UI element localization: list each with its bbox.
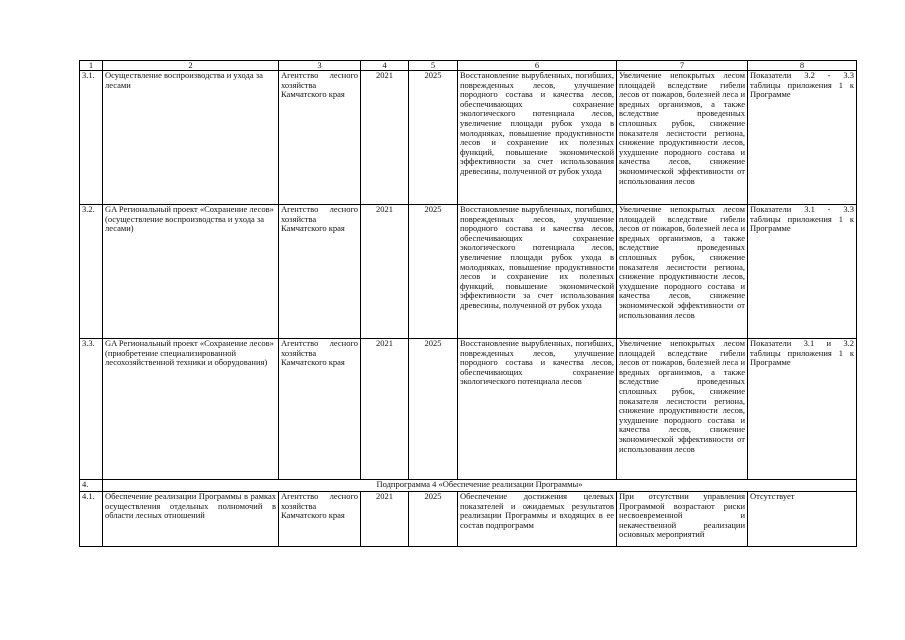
row-number: 3.1. [80,71,103,205]
row-number: 4.1. [80,492,103,547]
table-row [80,492,857,547]
header-cell: 6 [458,61,617,71]
measure-name: Осуществление воспроизводства и ухода за лесами [103,71,279,205]
start-year: 2021 [361,205,409,339]
header-cell: 3 [279,61,361,71]
row-number: 4. [80,480,103,492]
start-year: 2021 [361,71,409,205]
non-implementation-consequences: Увеличение непокрытых лесом площадей вследствие гибели лесов от пожаров, болезней леса и вредных организмов, а также вследствие проведенных сплошных рубок, снижение показателя лесистости региона, снижение продуктивности лесов, ухудшение породного состава и качества лесов, снижение экономической эффективности от использования лесов [617,71,748,205]
end-year: 2025 [409,492,458,547]
header-cell: 4 [361,61,409,71]
start-year: 2021 [361,339,409,480]
header-cell: 1 [80,61,103,71]
indicator-link: Показатели 3.1 и 3.2 таблицы приложения 1 к Программе [748,339,857,480]
expected-result: Восстановление вырубленных, погибших, поврежденных лесов, улучшение породного состава и качества лесов, обеспечивающих сохранение экологического потенциала лесов, увеличение площади рубок ухода в молодняках, повышение продуктивности лесов и сохранение их полезных функций, повышение экономической эффективности за счет использования древесины, полученной от рубок ухода [458,205,617,339]
header-row [80,61,857,71]
responsible-executor: Агентство лесного хозяйства Камчатского края [279,71,361,205]
expected-result: Обеспечение достижения целевых показателей и ожидаемых результатов реализации Программы и входящих в ее состав подпрограмм [458,492,617,547]
indicator-link: Отсутствует [748,492,857,547]
measure-name: GA Региональный проект «Сохранение лесов» (приобретение специализированной лесохозяйственной техники и оборудования) [103,339,279,480]
measure-name: GA Региональный проект «Сохранение лесов» (осуществление воспроизводства и ухода за лесами) [103,205,279,339]
non-implementation-consequences: При отсутствии управления Программой возрастают риски несвоевременной и некачественной реализации основных мероприятий [617,492,748,547]
header-cell: 2 [103,61,279,71]
subprogram-row [80,480,857,492]
row-number: 3.3. [80,339,103,480]
table-row [80,205,857,339]
indicator-link: Показатели 3.2 - 3.3 таблицы приложения 1 к Программе [748,71,857,205]
subprogram-title: Подпрограмма 4 «Обеспечение реализации Программы» [103,480,857,492]
table-row [80,71,857,205]
responsible-executor: Агентство лесного хозяйства Камчатского края [279,205,361,339]
end-year: 2025 [409,205,458,339]
header-cell: 5 [409,61,458,71]
header-cell: 8 [748,61,857,71]
program-measures-table [79,60,857,547]
expected-result: Восстановление вырубленных, погибших, поврежденных лесов, улучшение породного состава и качества лесов, обеспечивающих сохранение экологического потенциала лесов [458,339,617,480]
end-year: 2025 [409,71,458,205]
row-number: 3.2. [80,205,103,339]
non-implementation-consequences: Увеличение непокрытых лесом площадей вследствие гибели лесов от пожаров, болезней леса и вредных организмов, а также вследствие проведенных сплошных рубок, снижение показателя лесистости региона, снижение продуктивности лесов, ухудшение породного состава и качества лесов, снижение экономической эффективности от использования лесов [617,205,748,339]
end-year: 2025 [409,339,458,480]
non-implementation-consequences: Увеличение непокрытых лесом площадей вследствие гибели лесов от пожаров, болезней леса и вредных организмов, а также вследствие проведенных сплошных рубок, снижение показателя лесистости региона, снижение продуктивности лесов, ухудшение породного состава и качества лесов, снижение экономической эффективности от использования лесов [617,339,748,480]
table-row [80,339,857,480]
measure-name: Обеспечение реализации Программы в рамках осуществления отдельных полномочий в области лесных отношений [103,492,279,547]
responsible-executor: Агентство лесного хозяйства Камчатского края [279,339,361,480]
responsible-executor: Агентство лесного хозяйства Камчатского края [279,492,361,547]
indicator-link: Показатели 3.1 - 3.3 таблицы приложения 1 к Программе [748,205,857,339]
expected-result: Восстановление вырубленных, погибших, поврежденных лесов, улучшение породного состава и качества лесов, обеспечивающих сохранение экологического потенциала лесов, увеличение площади рубок ухода в молодняках, повышение продуктивности лесов и сохранение их полезных функций, повышение экономической эффективности за счет использования древесины, полученной от рубок ухода [458,71,617,205]
header-cell: 7 [617,61,748,71]
start-year: 2021 [361,492,409,547]
